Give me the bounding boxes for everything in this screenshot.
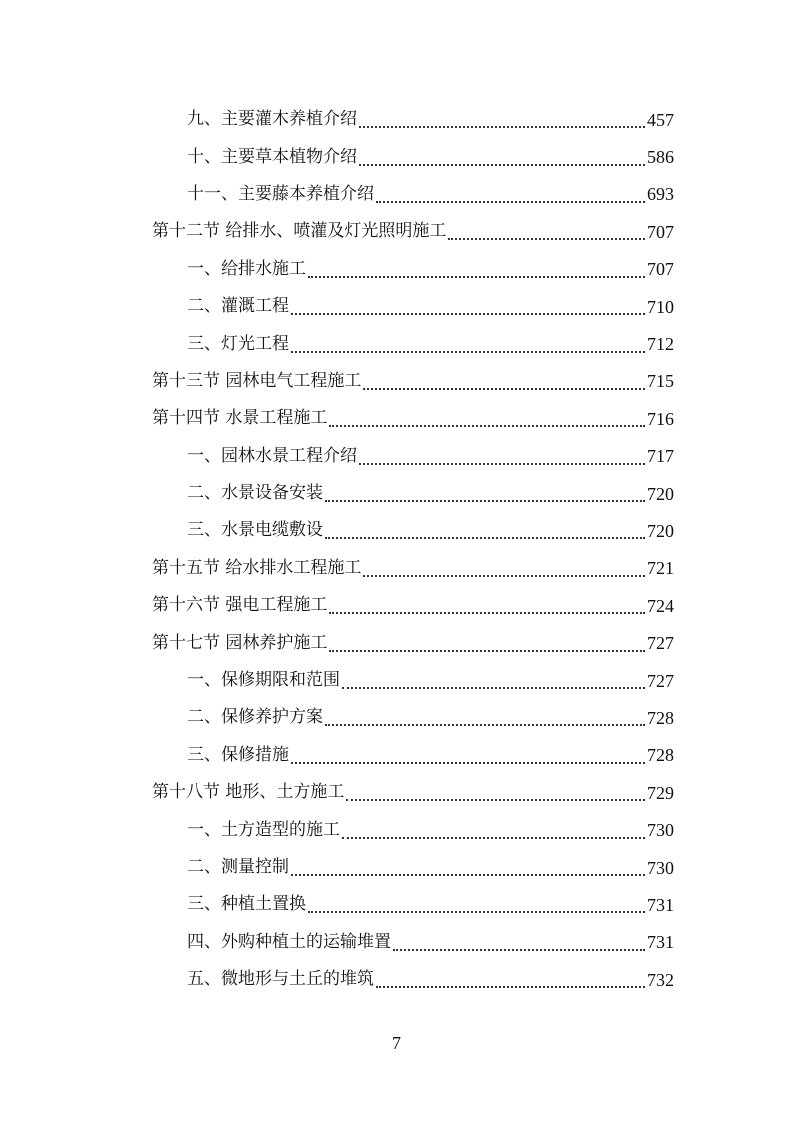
toc-entry[interactable] <box>152 587 674 624</box>
dot-leader <box>329 611 645 614</box>
toc-entry[interactable] <box>152 512 674 549</box>
toc-entry[interactable] <box>152 288 674 325</box>
dot-leader <box>329 649 645 652</box>
toc-entry-title: 十、主要草本植物介绍 <box>187 146 357 167</box>
toc-entry-title: 三、保修措施 <box>187 744 289 765</box>
dot-leader <box>376 200 645 203</box>
dot-leader <box>308 275 645 278</box>
toc-entry-page: 728 <box>647 745 674 766</box>
toc-entry-title: 二、灌溉工程 <box>187 296 289 317</box>
dot-leader <box>342 686 645 689</box>
toc-entry-title: 第十六节 强电工程施工 <box>152 595 328 616</box>
toc-entry-page: 457 <box>647 109 674 130</box>
toc-entry-page: 717 <box>647 446 674 467</box>
toc-entry-title: 一、给排水施工 <box>187 258 306 279</box>
toc-entry[interactable] <box>152 176 674 213</box>
dot-leader <box>393 948 645 951</box>
toc-entry-page: 720 <box>647 520 674 541</box>
toc-entry-title: 九、主要灌木养植介绍 <box>187 109 357 130</box>
dot-leader <box>363 574 645 577</box>
dot-leader <box>346 798 645 801</box>
toc-entry-title: 一、土方造型的施工 <box>187 819 340 840</box>
toc-entry[interactable] <box>152 213 674 250</box>
toc-entry-page: 731 <box>647 932 674 953</box>
toc-entry[interactable] <box>152 138 674 175</box>
toc-entry[interactable] <box>152 662 674 699</box>
toc-entry-page: 731 <box>647 894 674 915</box>
toc-entry-title: 一、园林水景工程介绍 <box>187 445 357 466</box>
toc-entry[interactable] <box>152 438 674 475</box>
toc-entry-page: 710 <box>647 296 674 317</box>
dot-leader <box>291 350 645 353</box>
toc-entry-title: 第十四节 水景工程施工 <box>152 408 328 429</box>
dot-leader <box>342 836 645 839</box>
toc-entry-title: 第十八节 地形、土方施工 <box>152 782 345 803</box>
toc-entry-page: 727 <box>647 670 674 691</box>
toc-entry-title: 第十七节 园林养护施工 <box>152 632 328 653</box>
toc-entry-page: 715 <box>647 371 674 392</box>
toc-entry[interactable] <box>152 251 674 288</box>
toc-entry[interactable] <box>152 624 674 661</box>
dot-leader <box>291 873 645 876</box>
dot-leader <box>308 910 645 913</box>
toc-entry-page: 712 <box>647 334 674 355</box>
dot-leader <box>329 424 645 427</box>
toc-entry[interactable] <box>152 924 674 961</box>
toc-entry-title: 第十五节 给水排水工程施工 <box>152 557 362 578</box>
toc-entry[interactable] <box>152 325 674 362</box>
toc-entry[interactable] <box>152 737 674 774</box>
dot-leader <box>291 312 645 315</box>
toc-entry[interactable] <box>152 961 674 998</box>
toc-entry[interactable] <box>152 475 674 512</box>
toc-entry-title: 一、保修期限和范围 <box>187 670 340 691</box>
toc-entry-page: 724 <box>647 595 674 616</box>
toc-entry-title: 三、水景电缆敷设 <box>187 520 323 541</box>
toc-entry-page: 707 <box>647 259 674 280</box>
toc-entry-title: 二、保修养护方案 <box>187 707 323 728</box>
toc-entry-title: 二、测量控制 <box>187 857 289 877</box>
dot-leader <box>448 237 645 240</box>
toc-entry[interactable] <box>152 363 674 400</box>
dot-leader <box>291 761 645 764</box>
toc-entry-page: 728 <box>647 707 674 728</box>
toc-entry-title: 三、灯光工程 <box>187 333 289 354</box>
toc-entry-title: 五、微地形与土丘的堆筑 <box>187 969 374 990</box>
dot-leader <box>363 387 645 390</box>
toc-entry[interactable] <box>152 101 674 138</box>
toc-entry-title: 四、外购种植土的运输堆置 <box>187 931 391 952</box>
toc-entry[interactable] <box>152 699 674 736</box>
dot-leader <box>376 985 645 988</box>
toc-entry-page: 730 <box>647 857 674 878</box>
toc-entry-page: 586 <box>647 147 674 168</box>
toc-entry-title: 第十三节 园林电气工程施工 <box>152 370 362 391</box>
page-number: 7 <box>392 1033 401 1053</box>
toc-entry-page: 730 <box>647 820 674 841</box>
toc-entry[interactable] <box>152 774 674 811</box>
toc-entry-title: 二、水景设备安装 <box>187 483 323 504</box>
toc-entry[interactable] <box>152 550 674 587</box>
toc-entry-page: 727 <box>647 633 674 654</box>
toc-entry[interactable] <box>152 811 674 848</box>
table-of-contents <box>152 101 674 998</box>
toc-entry-page: 732 <box>647 969 674 990</box>
toc-entry-page: 720 <box>647 483 674 504</box>
toc-entry-page: 721 <box>647 558 674 579</box>
dot-leader <box>359 163 645 166</box>
toc-entry-page: 707 <box>647 221 674 242</box>
toc-entry[interactable] <box>152 886 674 923</box>
toc-entry[interactable] <box>152 849 674 886</box>
dot-leader <box>325 723 645 726</box>
toc-entry-title: 第十二节 给排水、喷灌及灯光照明施工 <box>152 221 447 242</box>
dot-leader <box>325 536 645 539</box>
toc-entry-page: 693 <box>647 184 674 205</box>
toc-entry-title: 十一、主要藤本养植介绍 <box>187 183 374 204</box>
toc-entry-title: 三、种植土置换 <box>187 894 306 915</box>
dot-leader <box>325 499 645 502</box>
toc-entry-page: 716 <box>647 408 674 429</box>
toc-entry-page: 729 <box>647 782 674 803</box>
toc-entry[interactable] <box>152 400 674 437</box>
dot-leader <box>359 462 645 465</box>
dot-leader <box>359 125 645 128</box>
